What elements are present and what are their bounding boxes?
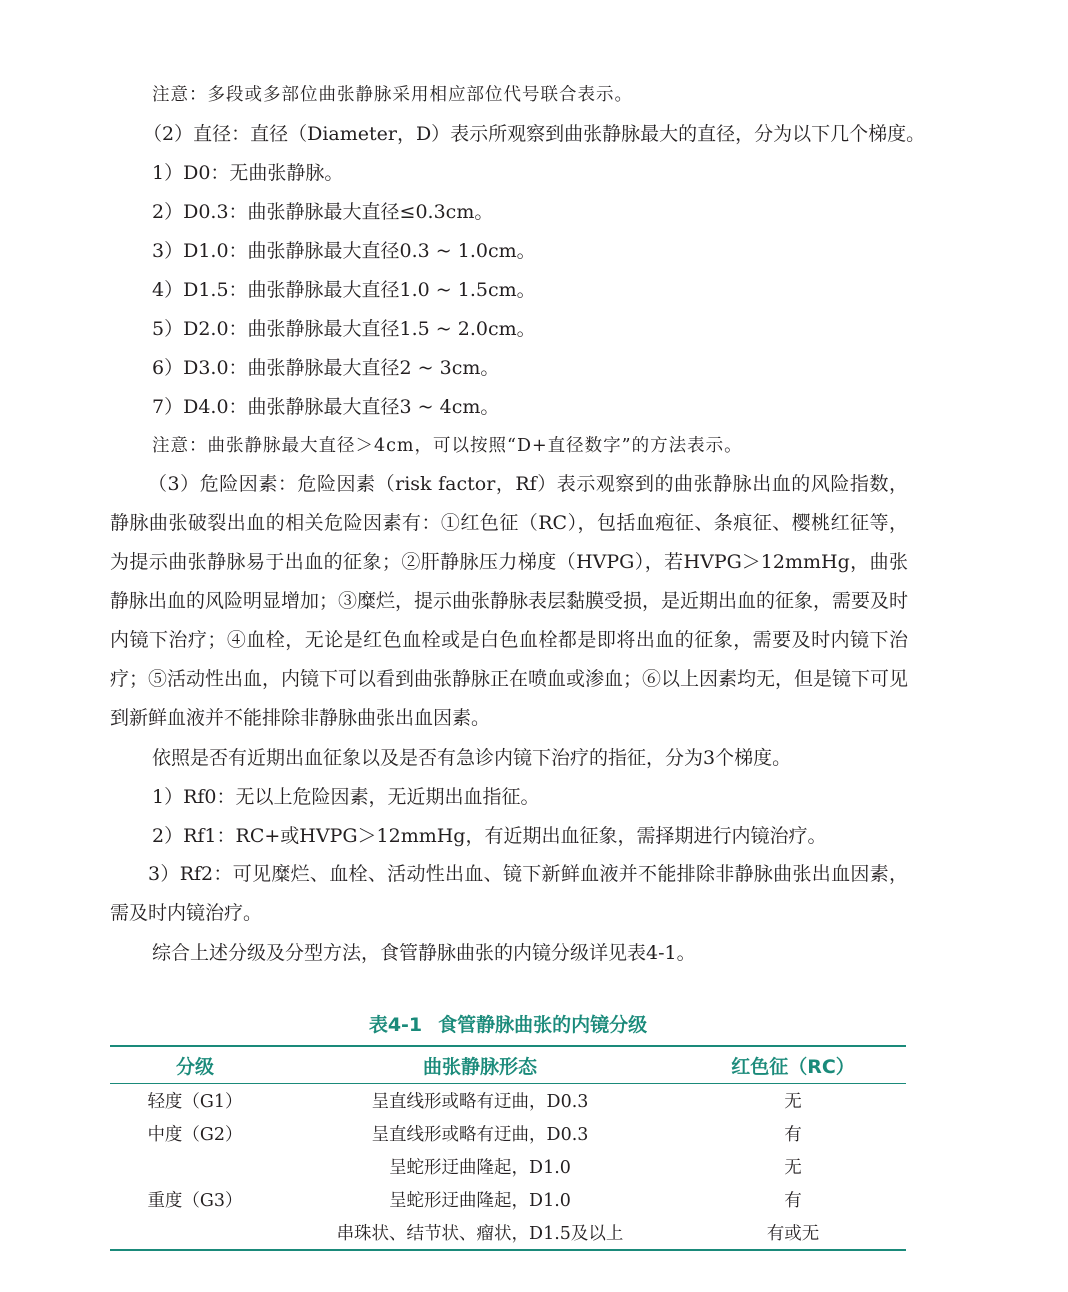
diameter-item-d15: 4）D1.5：曲张静脉最大直径1.0 ~ 1.5cm。	[152, 279, 536, 301]
cell-rc: 有或无	[766, 1224, 820, 1244]
diameter-heading: （2）直径：直径（Diameter，D）表示所观察到曲张静脉最大的直径，分为以下几个梯度。	[143, 123, 926, 145]
table-row	[110, 1216, 906, 1250]
table-title: 食管静脉曲张的内镜分级	[438, 1014, 648, 1036]
diameter-item-d20: 5）D2.0：曲张静脉最大直径1.5 ~ 2.0cm。	[152, 318, 536, 340]
diameter-item-d40: 7）D4.0：曲张静脉最大直径3 ~ 4cm。	[152, 396, 500, 418]
cell-rc: 有	[784, 1125, 802, 1145]
cell-rc: 无	[784, 1092, 802, 1112]
risk-gradient-intro: 依照是否有近期出血征象以及是否有急诊内镜下治疗的指征，分为3个梯度。	[152, 747, 792, 769]
diameter-item-d10: 3）D1.0：曲张静脉最大直径0.3 ~ 1.0cm。	[152, 240, 536, 262]
cell-rc: 无	[784, 1158, 802, 1178]
risk-factor-paragraph: （3）危险因素：危险因素（risk factor，Rf）表示观察到的曲张静脉出血的风险指数，静脉曲张破裂出血的相关危险因素有：①红色征（RC），包括血疱征、条痕征、樱桃红征等，为提示曲张静脉易于出血的征象；②肝静脉压力梯度（HVPG），若HVPG＞12mmHg，曲张静脉出血的风险明显增加；③糜烂，提示曲张静脉表层黏膜受损，是近期出血的征象，需要及时内镜下治疗；④血栓，无论是红色血栓或是白色血栓都是即将出血的征象，需要及时内镜下治疗；⑤活动性出血，内镜下可以看到曲张静脉正在喷血或渗血；⑥以上因素均无，但是镜下可见到新鲜血液并不能排除非静脉曲张出血因素。	[110, 473, 909, 729]
cell-grade	[110, 1216, 280, 1250]
table-caption	[110, 1010, 906, 1037]
risk-item-rf1: 2）Rf1：RC+或HVPG＞12mmHg，有近期出血征象，需择期进行内镜治疗。	[152, 825, 827, 847]
table-row	[110, 1183, 906, 1216]
cell-grade: 中度（G2）	[147, 1125, 243, 1145]
diameter-item-d03: 2）D0.3：曲张静脉最大直径≤0.3cm。	[152, 201, 494, 223]
cell-morphology: 呈蛇形迂曲隆起，D1.0	[389, 1158, 571, 1178]
diameter-item-d0: 1）D0：无曲张静脉。	[152, 162, 344, 184]
table-header-row	[110, 1046, 906, 1084]
header-red-color-sign: 红色征（RC）	[680, 1046, 906, 1084]
cell-grade: 重度（G3）	[147, 1191, 243, 1211]
cell-grade: 轻度（G1）	[147, 1092, 243, 1112]
table-row	[110, 1150, 906, 1183]
cell-morphology: 呈蛇形迂曲隆起，D1.0	[389, 1191, 571, 1211]
note-multi-segment: 注意：多段或多部位曲张静脉采用相应部位代号联合表示。	[152, 85, 633, 105]
note-diameter-over-4cm: 注意：曲张静脉最大直径＞4cm，可以按照“D+直径数字”的方法表示。	[152, 436, 743, 456]
table-number: 表4-1	[368, 1014, 423, 1036]
cell-morphology: 呈直线形或略有迂曲，D0.3	[371, 1092, 589, 1112]
risk-item-rf0: 1）Rf0：无以上危险因素，无近期出血指征。	[152, 786, 540, 808]
cell-grade	[110, 1150, 280, 1183]
diameter-item-d30: 6）D3.0：曲张静脉最大直径2 ~ 3cm。	[152, 357, 500, 379]
header-morphology: 曲张静脉形态	[280, 1046, 680, 1084]
summary-sentence: 综合上述分级及分型方法，食管静脉曲张的内镜分级详见表4-1。	[152, 942, 696, 964]
table-row	[110, 1117, 906, 1150]
header-grade: 分级	[110, 1046, 280, 1084]
cell-rc: 有	[784, 1191, 802, 1211]
risk-item-rf2: 3）Rf2：可见糜烂、血栓、活动性出血、镜下新鲜血液并不能排除非静脉曲张出血因素，需及时内镜治疗。	[110, 863, 908, 924]
cell-morphology: 串珠状、结节状、瘤状，D1.5及以上	[336, 1224, 624, 1244]
cell-morphology: 呈直线形或略有迂曲，D0.3	[371, 1125, 589, 1145]
grading-table	[110, 1045, 906, 1251]
table-row	[110, 1084, 906, 1118]
